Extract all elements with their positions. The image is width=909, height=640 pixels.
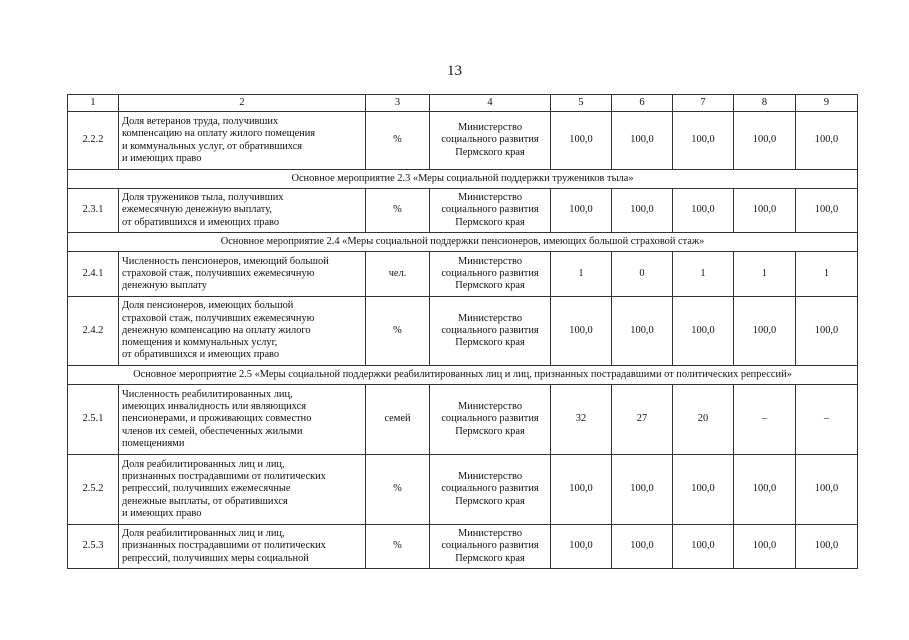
indicator-line: Доля пенсионеров, имеющих большой bbox=[122, 300, 294, 312]
value-cell: 100,0 bbox=[612, 112, 673, 170]
value-cell: 100,0 bbox=[734, 189, 796, 233]
row-number: 2.5.1 bbox=[68, 385, 119, 455]
executor-line: Министерство bbox=[457, 401, 523, 413]
value-cell: 100,0 bbox=[796, 189, 858, 233]
value-cell: 100,0 bbox=[612, 189, 673, 233]
indicator-line: признанных пострадавшими от политических bbox=[122, 471, 326, 483]
value-cell: – bbox=[796, 385, 858, 455]
column-header: 5 bbox=[551, 95, 612, 112]
unit: % bbox=[366, 525, 430, 569]
unit: % bbox=[366, 112, 430, 170]
column-header: 6 bbox=[612, 95, 673, 112]
value-cell: 100,0 bbox=[796, 455, 858, 525]
indicator-line: денежные выплаты, от обратившихся bbox=[122, 495, 288, 507]
indicator-line: и коммунальных услуг, от обратившихся bbox=[122, 140, 303, 152]
indicator-line: Доля реабилитированных лиц и лиц, bbox=[122, 528, 285, 540]
indicators-table bbox=[67, 94, 858, 569]
executor-line: социального развития bbox=[441, 413, 539, 425]
section-title: Основное мероприятие 2.3 «Меры социальной поддержки тружеников тыла» bbox=[68, 170, 858, 189]
column-header: 7 bbox=[673, 95, 734, 112]
value-cell: 100,0 bbox=[551, 297, 612, 366]
value-cell: 1 bbox=[796, 252, 858, 297]
executor-line: социального развития bbox=[441, 204, 539, 216]
value-cell: 100,0 bbox=[551, 455, 612, 525]
executor-line: социального развития bbox=[441, 134, 539, 146]
indicator-line: от обратившихся и имеющих право bbox=[122, 216, 280, 228]
column-header: 8 bbox=[734, 95, 796, 112]
indicator-line: пенсионерами, и проживающих совместно bbox=[122, 413, 312, 425]
value-cell: 0 bbox=[612, 252, 673, 297]
value-cell: 100,0 bbox=[612, 525, 673, 569]
executor-line: социального развития bbox=[441, 324, 539, 336]
indicator-line: Доля тружеников тыла, получивших bbox=[122, 192, 284, 204]
executor-line: Министерство bbox=[457, 192, 523, 204]
unit: % bbox=[366, 189, 430, 233]
value-cell: 100,0 bbox=[673, 189, 734, 233]
value-cell: 32 bbox=[551, 385, 612, 455]
indicator-line: и имеющих право bbox=[122, 507, 202, 519]
table-row bbox=[68, 525, 858, 569]
value-cell: 20 bbox=[673, 385, 734, 455]
indicator-line: страховой стаж, получивших ежемесячную bbox=[122, 267, 315, 279]
section-row bbox=[68, 233, 858, 252]
executor-line: Пермского края bbox=[455, 495, 525, 507]
indicator-name bbox=[119, 189, 366, 233]
executor-line: Министерство bbox=[457, 471, 523, 483]
indicator-line: Доля реабилитированных лиц и лиц, bbox=[122, 458, 285, 470]
page-number: 13 bbox=[447, 63, 462, 79]
value-cell: 100,0 bbox=[796, 112, 858, 170]
executor bbox=[430, 385, 551, 455]
indicator-line: репрессий, получивших ежемесячные bbox=[122, 483, 291, 495]
row-number: 2.5.2 bbox=[68, 455, 119, 525]
indicator-name bbox=[119, 252, 366, 297]
section-title: Основное мероприятие 2.5 «Меры социальной поддержки реабилитированных лиц и лиц, признанных пострадавшими от политических репрессий» bbox=[68, 366, 858, 385]
indicator-line: репрессий, получивших меры социальной bbox=[122, 552, 309, 564]
value-cell: 100,0 bbox=[673, 455, 734, 525]
value-cell: 100,0 bbox=[796, 525, 858, 569]
value-cell: – bbox=[734, 385, 796, 455]
indicator-name bbox=[119, 455, 366, 525]
column-header: 4 bbox=[430, 95, 551, 112]
indicator-line: признанных пострадавшими от политических bbox=[122, 540, 326, 552]
executor-line: Министерство bbox=[457, 255, 523, 267]
executor-line: Министерство bbox=[457, 528, 523, 540]
executor bbox=[430, 525, 551, 569]
indicator-name bbox=[119, 112, 366, 170]
table-row bbox=[68, 455, 858, 525]
executor-line: социального развития bbox=[441, 267, 539, 279]
value-cell: 100,0 bbox=[734, 525, 796, 569]
value-cell: 27 bbox=[612, 385, 673, 455]
value-cell: 100,0 bbox=[612, 297, 673, 366]
indicator-line: имеющих инвалидность или являющихся bbox=[122, 401, 307, 413]
indicator-name bbox=[119, 525, 366, 569]
value-cell: 100,0 bbox=[734, 297, 796, 366]
executor bbox=[430, 455, 551, 525]
value-cell: 100,0 bbox=[796, 297, 858, 366]
value-cell: 1 bbox=[734, 252, 796, 297]
executor-line: Пермского края bbox=[455, 552, 525, 564]
column-number-row bbox=[68, 95, 858, 112]
indicator-line: денежную выплату bbox=[122, 280, 207, 292]
unit: семей bbox=[366, 385, 430, 455]
executor bbox=[430, 252, 551, 297]
column-header: 2 bbox=[119, 95, 366, 112]
section-row bbox=[68, 366, 858, 385]
indicator-line: ежемесячную денежную выплату, bbox=[122, 204, 272, 216]
executor-line: Министерство bbox=[457, 122, 523, 134]
table-row bbox=[68, 189, 858, 233]
table-row bbox=[68, 297, 858, 366]
indicator-line: Доля ветеранов труда, получивших bbox=[122, 115, 279, 127]
table-row bbox=[68, 385, 858, 455]
executor-line: Министерство bbox=[457, 312, 523, 324]
indicator-line: страховой стаж, получивших ежемесячную bbox=[122, 312, 315, 324]
column-header: 9 bbox=[796, 95, 858, 112]
section-title: Основное мероприятие 2.4 «Меры социальной поддержки пенсионеров, имеющих большой страховой стаж» bbox=[68, 233, 858, 252]
table-row bbox=[68, 252, 858, 297]
column-header: 3 bbox=[366, 95, 430, 112]
indicator-line: Численность пенсионеров, имеющий большой bbox=[122, 255, 329, 267]
executor-line: Пермского края bbox=[455, 280, 525, 292]
row-number: 2.2.2 bbox=[68, 112, 119, 170]
indicator-line: денежную компенсацию на оплату жилого bbox=[122, 324, 311, 336]
executor bbox=[430, 297, 551, 366]
value-cell: 100,0 bbox=[551, 525, 612, 569]
executor-line: социального развития bbox=[441, 540, 539, 552]
value-cell: 1 bbox=[673, 252, 734, 297]
indicator-line: Численность реабилитированных лиц, bbox=[122, 388, 293, 400]
executor-line: Пермского края bbox=[455, 146, 525, 158]
indicator-line: компенсацию на оплату жилого помещения bbox=[122, 128, 316, 140]
value-cell: 100,0 bbox=[734, 455, 796, 525]
value-cell: 100,0 bbox=[673, 112, 734, 170]
value-cell: 1 bbox=[551, 252, 612, 297]
value-cell: 100,0 bbox=[551, 112, 612, 170]
indicator-name bbox=[119, 297, 366, 366]
row-number: 2.4.1 bbox=[68, 252, 119, 297]
value-cell: 100,0 bbox=[612, 455, 673, 525]
value-cell: 100,0 bbox=[673, 297, 734, 366]
section-row bbox=[68, 170, 858, 189]
executor bbox=[430, 189, 551, 233]
column-header: 1 bbox=[68, 95, 119, 112]
executor-line: Пермского края bbox=[455, 337, 525, 349]
unit: чел. bbox=[366, 252, 430, 297]
unit: % bbox=[366, 455, 430, 525]
row-number: 2.5.3 bbox=[68, 525, 119, 569]
unit: % bbox=[366, 297, 430, 366]
row-number: 2.4.2 bbox=[68, 297, 119, 366]
indicator-line: помещениями bbox=[122, 437, 185, 449]
executor bbox=[430, 112, 551, 170]
indicator-name bbox=[119, 385, 366, 455]
executor-line: Пермского края bbox=[455, 216, 525, 228]
row-number: 2.3.1 bbox=[68, 189, 119, 233]
indicator-line: членов их семей, обеспеченных жилыми bbox=[122, 425, 303, 437]
value-cell: 100,0 bbox=[673, 525, 734, 569]
table-row bbox=[68, 112, 858, 170]
value-cell: 100,0 bbox=[551, 189, 612, 233]
value-cell: 100,0 bbox=[734, 112, 796, 170]
indicator-line: и имеющих право bbox=[122, 152, 202, 164]
indicator-line: от обратившихся и имеющих право bbox=[122, 349, 280, 361]
executor-line: Пермского края bbox=[455, 425, 525, 437]
executor-line: социального развития bbox=[441, 483, 539, 495]
indicator-line: помещения и коммунальных услуг, bbox=[122, 337, 278, 349]
